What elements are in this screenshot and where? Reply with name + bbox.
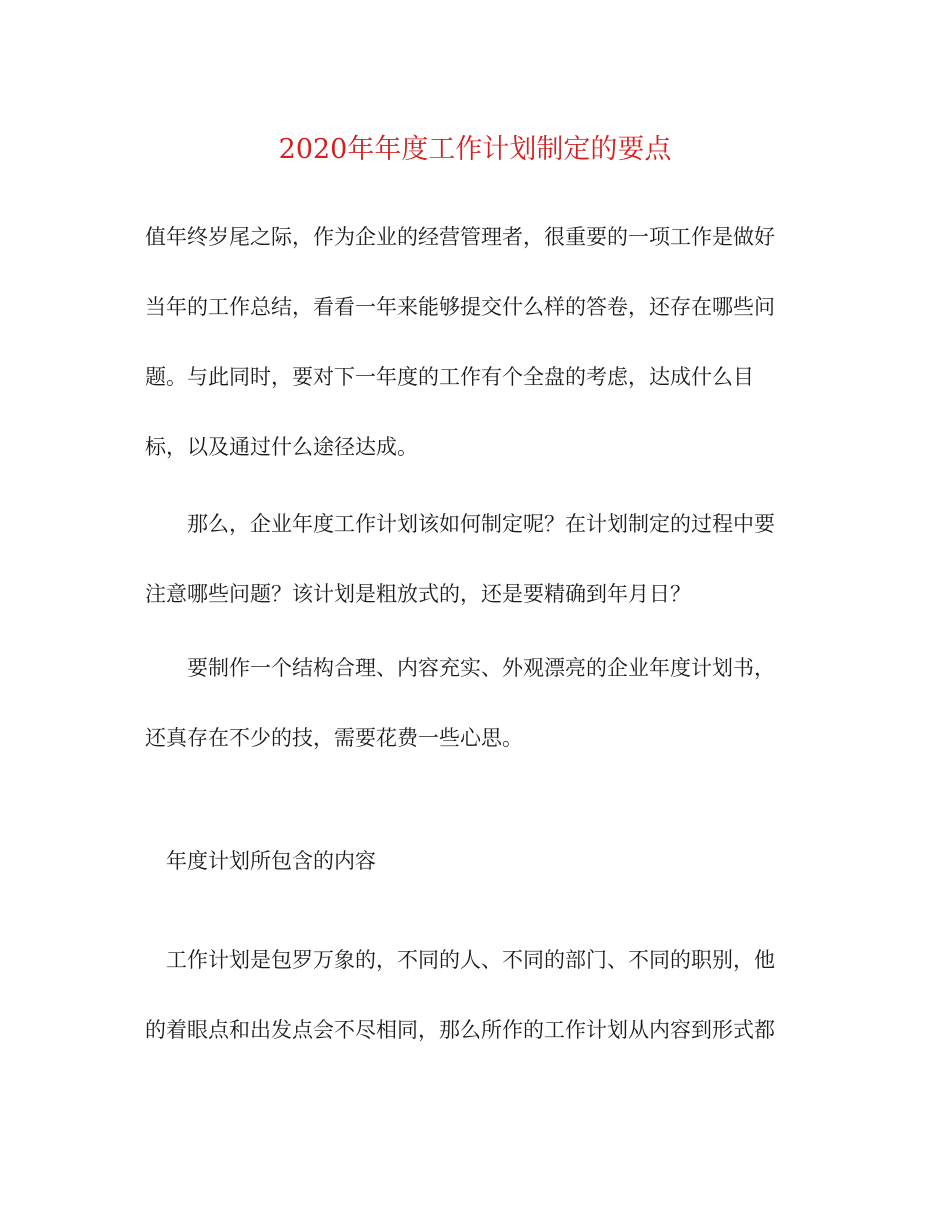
paragraph-line: 工作计划是包罗万象的，不同的人、不同的部门、不同的职别，他	[166, 948, 775, 972]
paragraph-line: 注意哪些问题？该计划是粗放式的，还是要精确到年月日？	[145, 582, 691, 606]
paragraph-line: 要制作一个结构合理、内容充实、外观漂亮的企业年度计划书，	[187, 656, 775, 680]
document-title: 2020年年度工作计划制定的要点	[278, 134, 672, 165]
paragraph-line: 的着眼点和出发点会不尽相同，那么所作的工作计划从内容到形式都	[145, 1018, 775, 1042]
paragraph-line: 题。与此同时，要对下一年度的工作有个全盘的考虑，达成什么目	[145, 365, 754, 389]
paragraph-line: 当年的工作总结，看看一年来能够提交什么样的答卷，还存在哪些问	[145, 295, 775, 319]
paragraph-line: 标，以及通过什么途径达成。	[145, 435, 418, 459]
paragraph-line: 那么，企业年度工作计划该如何制定呢？在计划制定的过程中要	[187, 512, 775, 536]
paragraph-line: 还真存在不少的技，需要花费一些心思。	[145, 726, 523, 750]
paragraph-line: 值年终岁尾之际，作为企业的经营管理者，很重要的一项工作是做好	[145, 225, 775, 249]
section-heading: 年度计划所包含的内容	[166, 849, 376, 873]
